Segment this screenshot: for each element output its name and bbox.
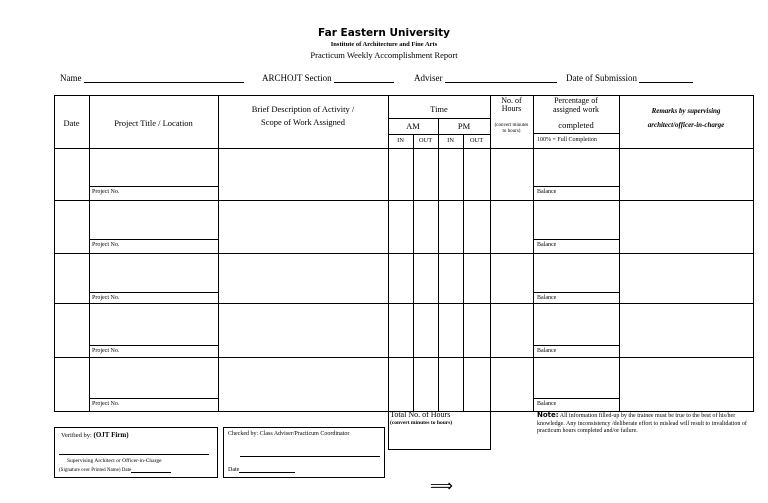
col-date-header: Date	[63, 118, 80, 128]
verified-signature-line[interactable]	[59, 454, 209, 455]
time-divider	[463, 134, 464, 412]
verified-signature-box[interactable]	[54, 427, 218, 478]
col-pm-header: PM	[457, 121, 471, 131]
project-no-line	[89, 398, 218, 399]
balance-line	[533, 345, 619, 346]
col-pct-header-1: Percentage of	[554, 96, 598, 105]
table-border-top	[54, 95, 754, 96]
col-hours-header-1: No. of	[501, 96, 522, 105]
verified-sub	[59, 467, 171, 473]
university-name: Far Eastern University	[318, 27, 450, 39]
report-title: Practicum Weekly Accomplishment Report	[310, 50, 458, 60]
balance-label: Balance	[537, 348, 557, 354]
balance-label: Balance	[537, 295, 557, 301]
section-field[interactable]	[262, 73, 394, 83]
row-divider	[54, 357, 754, 358]
row-divider	[54, 200, 754, 201]
verified-role: Supervising Architect or Officer-in-Charge	[67, 458, 162, 464]
balance-line	[533, 292, 619, 293]
header-bottom-line	[54, 148, 754, 149]
col-remarks-header-2: architect/officer-in-charge	[647, 121, 725, 129]
section-label: ARCHOJT Section	[262, 73, 332, 83]
submission-date-line[interactable]	[639, 74, 693, 83]
col-am-out-header: OUT	[418, 137, 433, 144]
verified-firm: (OJT Firm)	[93, 431, 129, 439]
next-page-arrow-icon[interactable]: ⟹	[430, 476, 453, 495]
checked-date-row	[228, 466, 295, 473]
submission-date-field[interactable]	[566, 73, 693, 83]
project-no-label: Project No.	[92, 295, 120, 301]
col-pct-header-3: completed	[558, 120, 594, 130]
project-no-line	[89, 345, 218, 346]
col-hours-header-2: Hours	[501, 104, 522, 113]
note-label: Note:	[537, 411, 559, 419]
time-sub-line	[388, 118, 490, 119]
col-pct-header-2: assigned work	[553, 105, 599, 114]
checked-date-line[interactable]	[239, 466, 295, 473]
name-field[interactable]	[60, 73, 244, 83]
balance-line	[533, 398, 619, 399]
total-hours-note: (convert minutes to hours)	[390, 420, 453, 426]
institute-name: Institute of Architecture and Fine Arts	[330, 41, 438, 48]
col-am-header: AM	[406, 121, 420, 131]
col-remarks-header-1: Remarks by supervising	[651, 107, 721, 115]
pct-sub-line	[533, 133, 619, 134]
col-description-header-1: Brief Description of Activity /	[251, 104, 355, 114]
adviser-label: Adviser	[414, 73, 443, 83]
balance-line	[533, 186, 619, 187]
col-pct-note: 100% = Full Completion	[537, 137, 597, 143]
verified-date-line[interactable]	[131, 467, 171, 473]
checked-date-label: Date	[228, 467, 240, 473]
note-text: All information filled-up by the trainee must be true to the best of his/her knowledge. Any inconsistency /deliberate effort to mislead will result to invalidation of practicum hours completed and/or failure.	[537, 413, 747, 434]
project-no-line	[89, 239, 218, 240]
col-divider	[490, 95, 491, 450]
balance-line	[533, 239, 619, 240]
total-box-bottom[interactable]	[388, 449, 491, 450]
time-divider	[413, 134, 414, 412]
verified-sub-text: (Signature over Printed Name) Date	[59, 468, 132, 473]
time-divider	[438, 118, 439, 412]
total-hours-label: Total No. of Hours	[390, 410, 451, 419]
adviser-line[interactable]	[445, 74, 557, 83]
col-am-in-header: IN	[397, 137, 404, 144]
col-project-header: Project Title / Location	[114, 118, 193, 128]
time-sub-line	[388, 134, 490, 135]
col-time-header: Time	[430, 104, 448, 114]
project-no-label: Project No.	[92, 401, 120, 407]
col-divider	[388, 95, 389, 450]
balance-label: Balance	[537, 401, 557, 407]
project-no-label: Project No.	[92, 242, 120, 248]
verified-label-row	[61, 431, 129, 439]
checked-signature-line[interactable]	[240, 456, 380, 457]
balance-label: Balance	[537, 242, 557, 248]
adviser-field[interactable]	[414, 73, 557, 83]
row-divider	[54, 253, 754, 254]
name-label: Name	[60, 73, 82, 83]
submission-date-label: Date of Submission	[566, 73, 637, 83]
verified-label: Verified by:	[61, 432, 92, 439]
col-pm-in-header: IN	[447, 137, 454, 144]
checked-label: Checked by: Class Adviser/Practicum Coordinator	[228, 431, 350, 437]
col-hours-note: (convert minutes to hours)	[494, 123, 529, 134]
name-line[interactable]	[84, 74, 244, 83]
project-no-line	[89, 292, 218, 293]
project-no-label: Project No.	[92, 189, 120, 195]
disclaimer-note	[537, 412, 753, 436]
section-line[interactable]	[334, 74, 394, 83]
project-no-line	[89, 186, 218, 187]
col-description-header-2: Scope of Work Assigned	[261, 117, 345, 127]
col-pm-out-header: OUT	[469, 137, 484, 144]
row-divider	[54, 303, 754, 304]
balance-label: Balance	[537, 189, 557, 195]
checked-signature-box[interactable]	[223, 427, 385, 478]
project-no-label: Project No.	[92, 348, 120, 354]
